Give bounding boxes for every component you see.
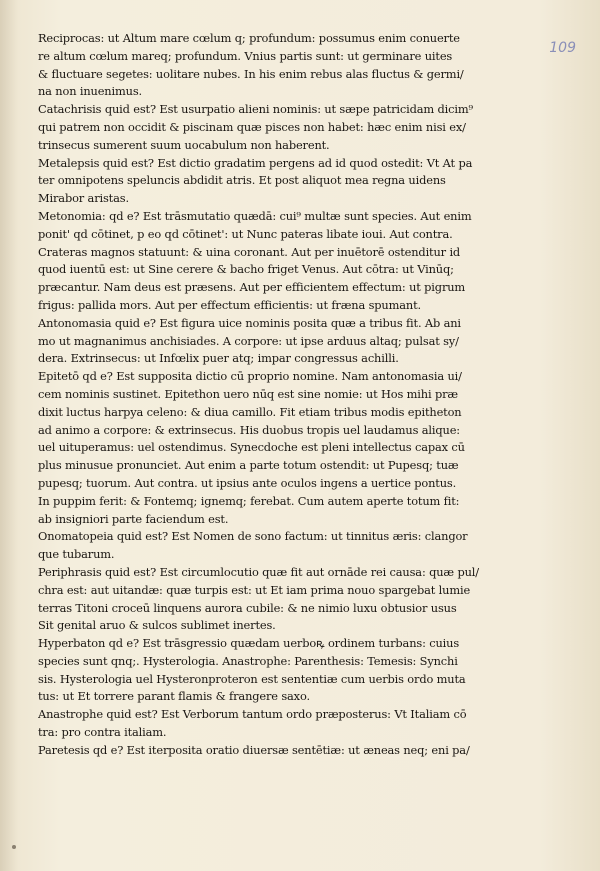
text-line: ter omnipotens speluncis abdidit atris. Et post aliquot mea regna uidens: [38, 173, 446, 188]
text-line: Metonomia: qd e? Est trāsmutatio quædā: cui⁹ multæ sunt species. Aut enim: [38, 208, 472, 223]
text-line: tra: pro contra italiam.: [38, 725, 167, 740]
text-line: Periphrasis quid est? Est circumlocutio quæ fit aut ornāde rei causa: quæ pul/: [38, 564, 479, 579]
text-line: plus minusue pronunciet. Aut enim a parte totum ostendit: ut Pupesq; tuæ: [38, 458, 459, 473]
text-line: Catachrisis quid est? Est usurpatio alieni nominis: ut sæpe patricidam dicim⁹: [38, 102, 473, 117]
page-number-annotation: 109: [549, 40, 576, 56]
text-line: quod iuentū est: ut Sine cerere & bacho friget Venus. Aut cōtra: ut Vinūq;: [38, 262, 454, 277]
text-line: & fluctuare segetes: uolitare nubes. In his enim rebus alas fluctus & germi/: [38, 66, 464, 81]
margin-mark: [12, 845, 16, 849]
text-line: ad animo a corpore: & extrinsecus. His duobus tropis uel laudamus alique:: [38, 422, 460, 437]
text-line: Onomatopeia quid est? Est Nomen de sono factum: ut tinnitus æris: clangor: [38, 529, 468, 544]
text-line: pupesq; tuorum. Aut contra. ut ipsius ante oculos ingens a uertice pontus.: [38, 475, 457, 490]
text-line: dera. Extrinsecus: ut Infœlix puer atq; impar congressus achilli.: [38, 351, 399, 366]
text-line: Crateras magnos statuunt: & uina coronant. Aut per inuētorē ostenditur id: [38, 244, 461, 259]
text-line: ponit' qd cōtinet, p eo qd cōtinet': ut Nunc pateras libate ioui. Aut contra.: [38, 226, 453, 241]
text-line: cem nominis sustinet. Epitethon uero nūq est sine nomie: ut Hos mihi præ: [38, 386, 458, 401]
text-line: Hyperbaton qd e? Est trāsgressio quædam uerboꝶ ordinem turbans: cuius: [38, 636, 460, 651]
text-line: Paretesis qd e? Est iterposita oratio diuersæ sentētiæ: ut æneas neq; eni pa/: [38, 742, 470, 757]
text-line: In puppim ferit: & Fontemq; ignemq; ferebat. Cum autem aperte totum fit:: [38, 493, 460, 508]
text-line: na non inuenimus.: [38, 84, 142, 99]
text-line: Metalepsis quid est? Est dictio gradatim pergens ad id quod ostedit: Vt At pa: [38, 155, 473, 170]
text-line: Epitetō qd e? Est supposita dictio cū proprio nomine. Nam antonomasia ui/: [38, 369, 462, 384]
text-line: frigus: pallida mors. Aut per effectum efficientis: ut fræna spumant.: [38, 297, 421, 312]
text-line: tus: ut Et torrere parant flamis & frangere saxo.: [38, 689, 310, 704]
text-line: chra est: aut uitandæ: quæ turpis est: ut Et iam prima nouo spargebat lumie: [38, 582, 471, 597]
text-line: sis. Hysterologia uel Hysteronproteron est sententiæ cum uerbis ordo muta: [38, 671, 466, 686]
text-line: Anastrophe quid est? Est Verborum tantum ordo præposterus: Vt Italiam cō: [38, 707, 467, 722]
text-line: dixit luctus harpya celeno: & diua camillo. Fit etiam tribus modis epitheton: [38, 404, 462, 419]
text-line: Sit genital aruo & sulcos sublimet inertes.: [38, 618, 276, 633]
text-line: terras Titoni croceū linquens aurora cubile: & ne nimio luxu obtusior usus: [38, 600, 457, 615]
text-line: Mirabor aristas.: [38, 191, 129, 206]
text-line: ab insigniori parte faciendum est.: [38, 511, 229, 526]
text-line: qui patrem non occidit & piscinam quæ pisces non habet: hæc enim nisi ex/: [38, 119, 466, 134]
text-line: Antonomasia quid e? Est figura uice nominis posita quæ a tribus fit. Ab ani: [38, 315, 461, 330]
text-line: que tubarum.: [38, 547, 115, 562]
text-line: mo ut magnanimus anchisiades. A corpore: ut ipse arduus altaq; pulsat sy/: [38, 333, 459, 348]
text-line: Reciprocas: ut Altum mare cœlum q; profundum: possumus enim conuerte: [38, 31, 460, 45]
text-line: species sunt qnq;. Hysterologia. Anastrophe: Parenthesis: Temesis: Synchi: [38, 653, 458, 668]
text-line: uel uituperamus: uel ostendimus. Synecdoche est pleni intellectus capax cū: [38, 440, 465, 455]
text-line: præcantur. Nam deus est præsens. Aut per efficientem effectum: ut pigrum: [38, 280, 466, 295]
text-line: trinsecus sumerent suum uocabulum non haberent.: [38, 137, 330, 152]
body-text: [38, 30, 516, 760]
text-line: re altum cœlum mareq; profundum. Vnius partis sunt: ut germinare uites: [38, 48, 453, 63]
